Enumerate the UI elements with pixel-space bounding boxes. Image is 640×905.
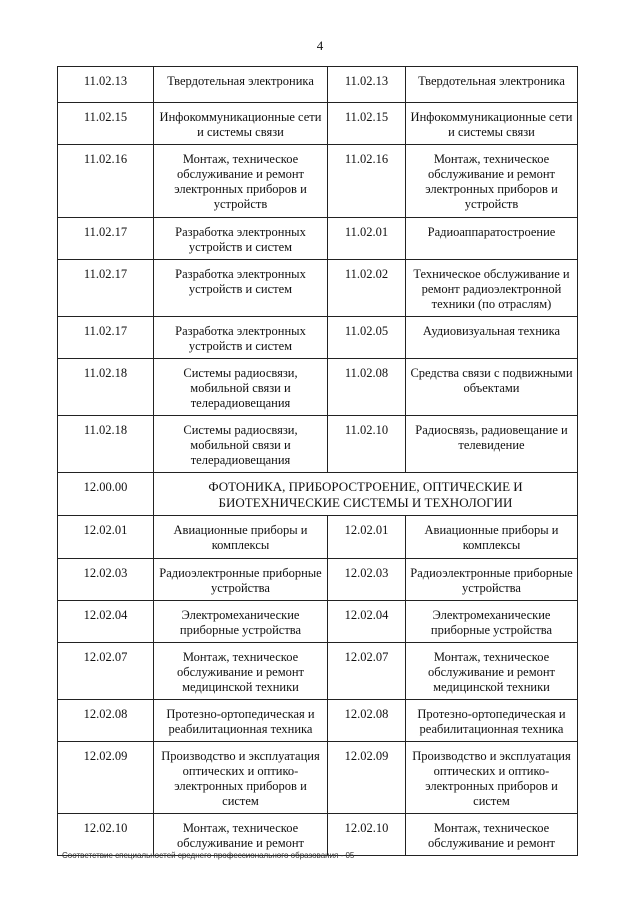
old-code-cell: 12.02.04 [328, 601, 406, 643]
old-code-cell: 12.02.03 [328, 559, 406, 601]
new-specialty-cell: Производство и эксплуатация оптических и оптико-электронных приборов и систем [154, 742, 328, 814]
old-specialty-cell: Авиационные приборы и комплексы [406, 516, 578, 559]
new-specialty-cell: Инфокоммуникационные сети и системы связи [154, 103, 328, 145]
old-specialty-cell: Радиоаппаратостроение [406, 218, 578, 260]
old-code-cell: 11.02.10 [328, 416, 406, 473]
new-code-cell: 12.02.01 [58, 516, 154, 559]
new-code-cell: 11.02.18 [58, 359, 154, 416]
old-code-cell: 11.02.05 [328, 317, 406, 359]
old-specialty-cell: Средства связи с подвижными объектами [406, 359, 578, 416]
new-code-cell: 11.02.15 [58, 103, 154, 145]
new-code-cell: 11.02.16 [58, 145, 154, 218]
table-row [58, 643, 578, 700]
new-code-cell: 12.02.03 [58, 559, 154, 601]
old-code-cell: 11.02.15 [328, 103, 406, 145]
new-code-cell: 12.02.07 [58, 643, 154, 700]
specialties-table [57, 66, 578, 856]
new-specialty-cell: Протезно-ортопедическая и реабилитационная техника [154, 700, 328, 742]
old-specialty-cell: Аудиовизуальная техника [406, 317, 578, 359]
old-specialty-cell: Монтаж, техническое обслуживание и ремонт медицинской техники [406, 643, 578, 700]
old-specialty-cell: Электромеханические приборные устройства [406, 601, 578, 643]
old-specialty-cell: Радиосвязь, радиовещание и телевидение [406, 416, 578, 473]
new-specialty-cell: Монтаж, техническое обслуживание и ремонт [154, 814, 328, 856]
old-code-cell: 11.02.01 [328, 218, 406, 260]
old-code-cell: 11.02.16 [328, 145, 406, 218]
new-code-cell: 11.02.13 [58, 67, 154, 103]
table-row [58, 814, 578, 856]
old-code-cell: 12.02.08 [328, 700, 406, 742]
new-specialty-cell: Разработка электронных устройств и систем [154, 260, 328, 317]
old-specialty-cell: Монтаж, техническое обслуживание и ремонт [406, 814, 578, 856]
new-code-cell: 11.02.17 [58, 317, 154, 359]
new-specialty-cell: Авиационные приборы и комплексы [154, 516, 328, 559]
new-code-cell: 12.02.10 [58, 814, 154, 856]
old-code-cell: 12.02.09 [328, 742, 406, 814]
table-row [58, 700, 578, 742]
table-row [58, 317, 578, 359]
old-specialty-cell: Монтаж, техническое обслуживание и ремонт электронных приборов и устройств [406, 145, 578, 218]
table-row [58, 516, 578, 559]
new-specialty-cell: Монтаж, техническое обслуживание и ремонт медицинской техники [154, 643, 328, 700]
new-specialty-cell: Монтаж, техническое обслуживание и ремонт электронных приборов и устройств [154, 145, 328, 218]
table-row [58, 218, 578, 260]
group-title-cell: ФОТОНИКА, ПРИБОРОСТРОЕНИЕ, ОПТИЧЕСКИЕ И БИОТЕХНИЧЕСКИЕ СИСТЕМЫ И ТЕХНОЛОГИИ [154, 473, 578, 516]
old-specialty-cell: Протезно-ортопедическая и реабилитационная техника [406, 700, 578, 742]
group-header-row [58, 473, 578, 516]
table-row [58, 416, 578, 473]
old-specialty-cell: Производство и эксплуатация оптических и оптико-электронных приборов и систем [406, 742, 578, 814]
new-code-cell: 11.02.17 [58, 260, 154, 317]
page-number: 4 [316, 38, 324, 53]
table-row [58, 742, 578, 814]
old-specialty-cell: Инфокоммуникационные сети и системы связи [406, 103, 578, 145]
old-code-cell: 11.02.02 [328, 260, 406, 317]
table-row [58, 260, 578, 317]
new-specialty-cell: Разработка электронных устройств и систем [154, 218, 328, 260]
old-code-cell: 12.02.01 [328, 516, 406, 559]
new-code-cell: 11.02.17 [58, 218, 154, 260]
table-row [58, 67, 578, 103]
specialties-table-body [58, 67, 578, 856]
old-code-cell: 12.02.10 [328, 814, 406, 856]
new-code-cell: 12.02.04 [58, 601, 154, 643]
new-specialty-cell: Твердотельная электроника [154, 67, 328, 103]
old-specialty-cell: Техническое обслуживание и ремонт радиоэлектронной техники (по отраслям) [406, 260, 578, 317]
new-specialty-cell: Электромеханические приборные устройства [154, 601, 328, 643]
new-specialty-cell: Разработка электронных устройств и систем [154, 317, 328, 359]
table-row [58, 145, 578, 218]
footer-note: Соответствие специальностей среднего профессионального образования - 05 [62, 851, 355, 860]
old-code-cell: 12.02.07 [328, 643, 406, 700]
table-row [58, 103, 578, 145]
old-code-cell: 11.02.08 [328, 359, 406, 416]
new-specialty-cell: Системы радиосвязи, мобильной связи и телерадиовещания [154, 359, 328, 416]
old-code-cell: 11.02.13 [328, 67, 406, 103]
new-specialty-cell: Радиоэлектронные приборные устройства [154, 559, 328, 601]
new-code-cell: 11.02.18 [58, 416, 154, 473]
table-row [58, 601, 578, 643]
table-row [58, 359, 578, 416]
group-code-cell: 12.00.00 [58, 473, 154, 516]
old-specialty-cell: Радиоэлектронные приборные устройства [406, 559, 578, 601]
new-code-cell: 12.02.09 [58, 742, 154, 814]
old-specialty-cell: Твердотельная электроника [406, 67, 578, 103]
new-specialty-cell: Системы радиосвязи, мобильной связи и телерадиовещания [154, 416, 328, 473]
table-row [58, 559, 578, 601]
new-code-cell: 12.02.08 [58, 700, 154, 742]
